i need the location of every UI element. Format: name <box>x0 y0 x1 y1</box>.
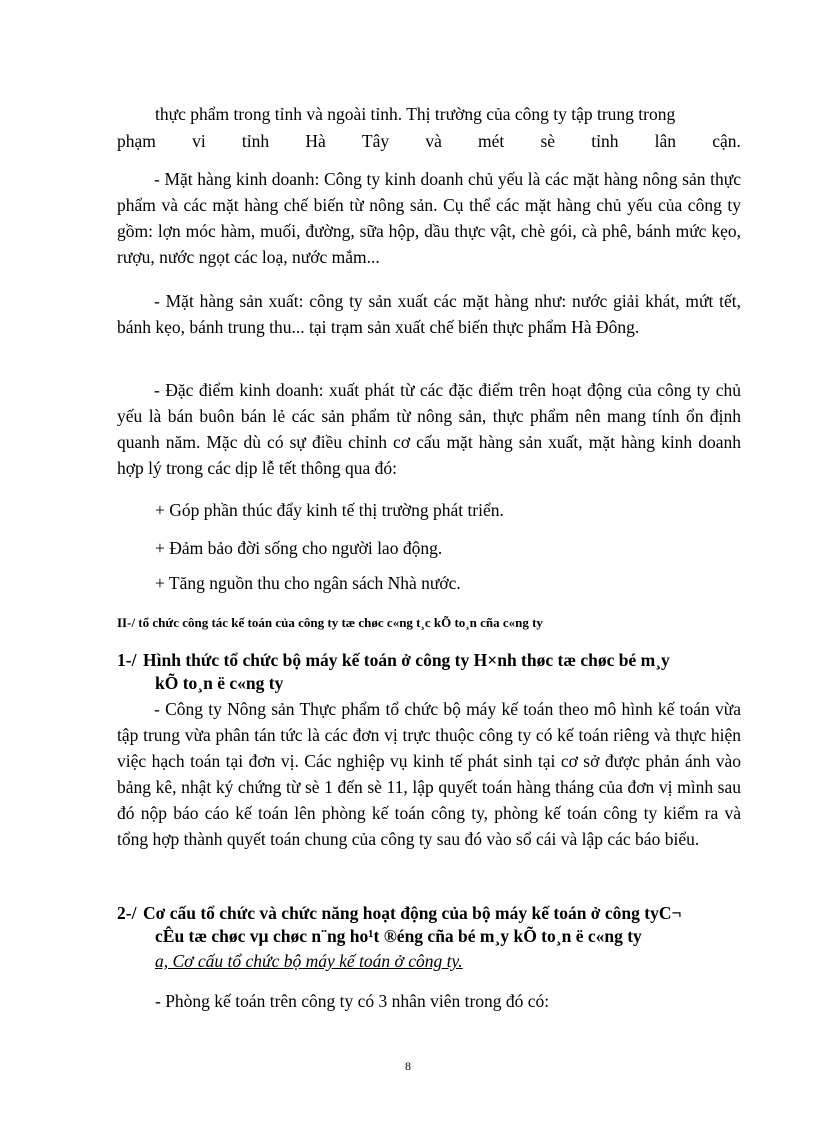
subsection-heading-continued: cÊu tæ chøc vµ chøc n¨ng ho¹t ®éng cña bé m¸y kÕ to¸n ë c«ng ty <box>155 926 642 946</box>
bullet-item: + Góp phần thúc đẩy kinh tế thị trường phát triển. <box>155 500 504 520</box>
paragraph-text: - Công ty Nông sản Thực phẩm tổ chức bộ máy kế toán theo mô hình kế toán vừa tập trung vừa phân tán tức là các đơn vị trực thuộc công ty có kế toán riêng và thực hiện việc hạch toán tại đơn vị. Các nghiệp vụ kinh tế phát sinh tại cơ sở được phản ánh vào bảng kê, nhật ký chứng từ sè 1 đến sè 11, lập quyết toán hàng tháng của đơn vị mình sau đó nộp báo cáo kế toán lên phòng kế toán công ty, phòng kế toán công ty kiểm ra và tổng hợp thành quyết toán chung của công ty sau đó vào sổ cái và lập các báo biểu. <box>117 699 741 849</box>
bullet-item: + Tăng nguồn thu cho ngân sách Nhà nước. <box>155 573 461 593</box>
word: Tây <box>361 131 390 151</box>
word: tỉnh <box>591 131 619 151</box>
word: sè <box>540 131 556 151</box>
word: phạm <box>117 131 156 151</box>
word: Hà <box>305 131 326 151</box>
paragraph-line-justified <box>117 128 741 154</box>
word: và <box>425 131 442 151</box>
paragraph-products <box>117 166 741 270</box>
bullet-item: + Đảm bảo đời sống cho người lao động. <box>155 538 443 558</box>
word: tỉnh <box>241 131 270 151</box>
paragraph-business-features <box>117 377 741 481</box>
subsection-heading: Cơ cấu tổ chức và chức năng hoạt động của bộ máy kế toán ở công tyC¬ <box>143 903 682 923</box>
paragraph-accounting-model <box>117 696 741 852</box>
word: cận. <box>712 131 741 151</box>
heading-number: 2-/ <box>117 903 137 923</box>
word: mét <box>478 131 505 151</box>
heading-number: 1-/ <box>117 650 137 670</box>
section-heading: II-/ tổ chức công tác kế toán của công ty tæ chøc c«ng t¸c kÕ to¸n cña c«ng ty <box>117 615 543 630</box>
paragraph-text: - Đặc điểm kinh doanh: xuất phát từ các đặc điểm trên hoạt động của công ty chủ yếu là bán buôn bán lẻ các sản phẩm từ nông sản, thực phẩm nên mang tính ổn định quanh năm. Mặc dù có sự điều chỉnh cơ cấu mặt hàng sản xuất, mặt hàng kinh doanh hợp lý trong các dịp lễ tết thông qua đó: <box>117 380 741 478</box>
word: vi <box>192 131 206 151</box>
subsection-heading: Hình thức tổ chức bộ máy kế toán ở công ty H×nh thøc tæ chøc bé m¸y <box>143 650 670 670</box>
subsection-heading-continued: kÕ to¸n ë c«ng ty <box>155 673 284 693</box>
paragraph-line: - Phòng kế toán trên công ty có 3 nhân viên trong đó có: <box>155 991 550 1011</box>
paragraph-text: - Mặt hàng kinh doanh: Công ty kinh doanh chủ yếu là các mặt hàng nông sản thực phẩm và các mặt hàng chế biến từ nông sản. Cụ thể các mặt hàng chủ yếu của công ty gồm: lợn móc hàm, muối, đường, sữa hộp, dầu thực vật, chè gói, cà phê, bánh mức kẹo, rượu, nước ngọt các loạ, nước mắm... <box>117 169 741 267</box>
page-number: 8 <box>405 1059 411 1073</box>
sub-heading-a: a, Cơ cấu tổ chức bộ máy kế toán ở công ty. <box>155 951 463 971</box>
paragraph-line: thực phẩm trong tỉnh và ngoài tỉnh. Thị trường của công ty tập trung trong <box>155 104 676 124</box>
paragraph-text: - Mặt hàng sản xuất: công ty sản xuất các mặt hàng như: nước giải khát, mứt tết, bánh kẹo, bánh trung thu... tại trạm sản xuất chế biến thực phẩm Hà Đông. <box>117 291 741 337</box>
word: lân <box>654 131 677 151</box>
paragraph-production <box>117 288 741 340</box>
